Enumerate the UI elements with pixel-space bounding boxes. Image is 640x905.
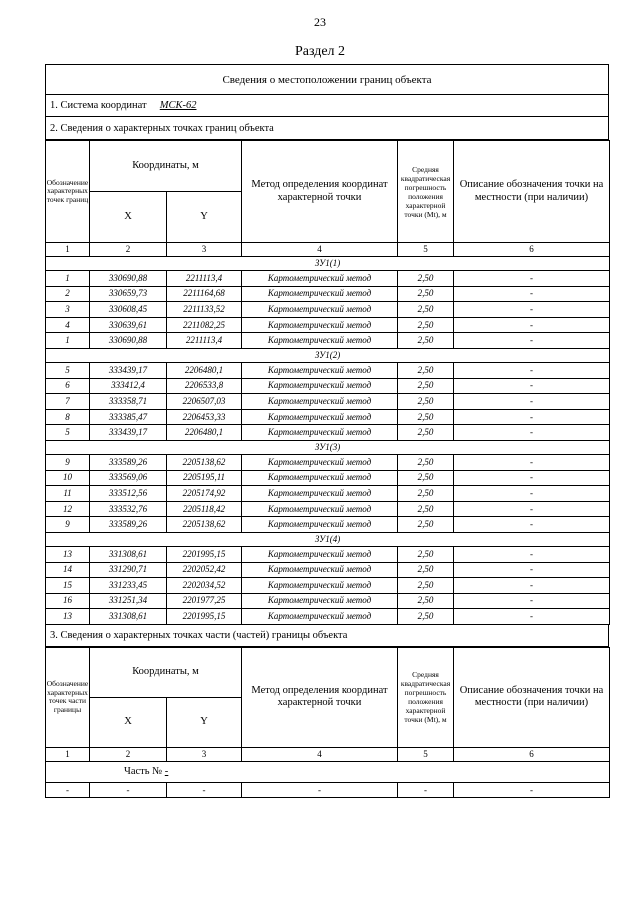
group-row [46, 440, 610, 454]
table-cell: 9 [46, 517, 90, 533]
table-cell: 333569,06 [90, 470, 167, 486]
parts-header-error: Средняя квадратическая погрешность положения характерной точки (Mt), м [398, 647, 454, 747]
table-row [46, 333, 610, 349]
col-num: 5 [398, 747, 454, 761]
table-cell: 333439,17 [90, 362, 167, 378]
table-cell: 330690,88 [90, 271, 167, 287]
table-cell: - [454, 333, 610, 349]
table-cell: 330639,61 [90, 317, 167, 333]
parts-column-numbers-row [46, 747, 610, 761]
table-cell: 11 [46, 486, 90, 502]
table-row [46, 546, 610, 562]
table-cell: - [454, 302, 610, 318]
table-cell: 13 [46, 546, 90, 562]
coord-system-label: 1. Система координат [50, 100, 147, 111]
col-num: 2 [90, 747, 167, 761]
col-num: 3 [167, 243, 242, 257]
table-cell: 2,50 [398, 609, 454, 625]
table-cell: - [454, 609, 610, 625]
table-cell: - [454, 517, 610, 533]
table-cell: 333412,4 [90, 378, 167, 394]
table-cell: Картометрический метод [242, 517, 398, 533]
table-cell: - [454, 578, 610, 594]
table-cell: 2211113,4 [167, 333, 242, 349]
table-cell: 2 [46, 286, 90, 302]
header-error: Средняя квадратическая погрешность положения характерной точки (Mt), м [398, 141, 454, 243]
table-row [46, 409, 610, 425]
table-cell: 1 [46, 333, 90, 349]
table-cell: - [454, 454, 610, 470]
table-cell: 331233,45 [90, 578, 167, 594]
table-cell: 2,50 [398, 425, 454, 441]
header-coords: Координаты, м [90, 141, 242, 192]
table-cell: 333358,71 [90, 394, 167, 410]
document-frame [45, 64, 609, 798]
table-cell: 2,50 [398, 333, 454, 349]
col-num: 6 [454, 243, 610, 257]
table-row [46, 362, 610, 378]
table-row [46, 562, 610, 578]
parts-empty-row [46, 782, 610, 798]
table-cell: 2,50 [398, 593, 454, 609]
group-row [46, 257, 610, 271]
table-cell: - [167, 782, 242, 798]
table-row [46, 470, 610, 486]
header-y: Y [167, 192, 242, 243]
parts-header-desc: Описание обозначения точки на местности (при наличии) [454, 647, 610, 747]
table-cell: 1 [46, 271, 90, 287]
table-cell: - [46, 782, 90, 798]
table-cell: 2206453,33 [167, 409, 242, 425]
table-row [46, 454, 610, 470]
table-row [46, 517, 610, 533]
table-row [46, 317, 610, 333]
col-num: 4 [242, 747, 398, 761]
parts-table [45, 647, 610, 799]
table-row [46, 501, 610, 517]
table-cell: - [454, 470, 610, 486]
group-row [46, 348, 610, 362]
table-cell: 2206480,1 [167, 425, 242, 441]
table-row [46, 271, 610, 287]
table-cell: Картометрический метод [242, 609, 398, 625]
table-cell: 2202052,42 [167, 562, 242, 578]
table-cell: 2205138,62 [167, 517, 242, 533]
col-num: 5 [398, 243, 454, 257]
table-cell: 2206533,8 [167, 378, 242, 394]
parts-header-method: Метод определения координат характерной точки [242, 647, 398, 747]
section-title: Раздел 2 [294, 44, 346, 59]
table-cell: 2211113,4 [167, 271, 242, 287]
table-cell: 5 [46, 362, 90, 378]
table-cell: - [454, 286, 610, 302]
table-cell: 333589,26 [90, 517, 167, 533]
group-label: ЗУ1(2) [46, 348, 610, 362]
table-cell: 2211082,25 [167, 317, 242, 333]
table-cell: 14 [46, 562, 90, 578]
parts-header-y: Y [167, 697, 242, 747]
group-label: ЗУ1(4) [46, 532, 610, 546]
table-cell: 333385,47 [90, 409, 167, 425]
table-cell: 6 [46, 378, 90, 394]
table-row [46, 394, 610, 410]
table-row [46, 286, 610, 302]
table-cell: - [454, 425, 610, 441]
group-label: ЗУ1(1) [46, 257, 610, 271]
coord-system-value: МСК-62 [159, 100, 197, 111]
part-label-cell [46, 761, 610, 782]
header-desc: Описание обозначения точки на местности (при наличии) [454, 141, 610, 243]
table-cell: 5 [46, 425, 90, 441]
col-num: 1 [46, 243, 90, 257]
table-cell: 10 [46, 470, 90, 486]
table-cell: Картометрический метод [242, 317, 398, 333]
part-value: - [164, 765, 169, 777]
table-cell: 16 [46, 593, 90, 609]
table-cell: 2,50 [398, 394, 454, 410]
table-cell: - [454, 501, 610, 517]
table-cell: 2202034,52 [167, 578, 242, 594]
points-table [45, 140, 610, 625]
col-num: 1 [46, 747, 90, 761]
table-row [46, 486, 610, 502]
table-cell: 13 [46, 609, 90, 625]
table-cell: 12 [46, 501, 90, 517]
table-cell: 331308,61 [90, 609, 167, 625]
table-cell: Картометрический метод [242, 378, 398, 394]
table-cell: 7 [46, 394, 90, 410]
header-point-id: Обозначение характерных точек границ [46, 141, 90, 243]
part-label: Часть № [124, 765, 163, 777]
table-cell: 4 [46, 317, 90, 333]
object-heading: Сведения о местоположении границ объекта [45, 64, 609, 95]
table-cell: Картометрический метод [242, 578, 398, 594]
table-row [46, 425, 610, 441]
table-cell: Картометрический метод [242, 546, 398, 562]
table-cell: 331290,71 [90, 562, 167, 578]
table-cell: 2205138,62 [167, 454, 242, 470]
table-cell: 2205174,92 [167, 486, 242, 502]
table-cell: 2,50 [398, 362, 454, 378]
table-cell: 2,50 [398, 286, 454, 302]
table-cell: 331251,34 [90, 593, 167, 609]
table-cell: Картометрический метод [242, 562, 398, 578]
table-cell: Картометрический метод [242, 409, 398, 425]
table-cell: 330608,45 [90, 302, 167, 318]
table-cell: 333589,26 [90, 454, 167, 470]
table-cell: 2,50 [398, 302, 454, 318]
table-cell: 2211164,68 [167, 286, 242, 302]
table-cell: 2,50 [398, 409, 454, 425]
header-x: X [90, 192, 167, 243]
table-cell: - [454, 782, 610, 798]
table-cell: 2201995,15 [167, 546, 242, 562]
parts-title: 3. Сведения о характерных точках части (частей) границы объекта [45, 625, 609, 647]
table-cell: 331308,61 [90, 546, 167, 562]
table-cell: - [454, 378, 610, 394]
table-cell: Картометрический метод [242, 333, 398, 349]
table-cell: - [454, 409, 610, 425]
table-cell: - [398, 782, 454, 798]
table-cell: Картометрический метод [242, 454, 398, 470]
table-cell: 9 [46, 454, 90, 470]
table-row [46, 378, 610, 394]
table-cell: 2,50 [398, 378, 454, 394]
table-cell: 2,50 [398, 546, 454, 562]
table-cell: 15 [46, 578, 90, 594]
table-cell: 2205195,11 [167, 470, 242, 486]
table-cell: Картометрический метод [242, 286, 398, 302]
group-row [46, 532, 610, 546]
part-label-row [46, 761, 610, 782]
table-row [46, 302, 610, 318]
table-cell: Картометрический метод [242, 425, 398, 441]
table-cell: - [454, 546, 610, 562]
table-cell: 2,50 [398, 454, 454, 470]
table-cell: Картометрический метод [242, 593, 398, 609]
table-cell: Картометрический метод [242, 271, 398, 287]
table-cell: - [90, 782, 167, 798]
table-cell: - [454, 593, 610, 609]
col-num: 6 [454, 747, 610, 761]
table-cell: 330659,73 [90, 286, 167, 302]
table-cell: Картометрический метод [242, 486, 398, 502]
table-cell: 2,50 [398, 486, 454, 502]
table-cell: 3 [46, 302, 90, 318]
col-num: 3 [167, 747, 242, 761]
table-cell: 2211133,52 [167, 302, 242, 318]
table-cell: 2,50 [398, 470, 454, 486]
table-cell: Картометрический метод [242, 394, 398, 410]
table-cell: 2206480,1 [167, 362, 242, 378]
header-method: Метод определения координат характерной точки [242, 141, 398, 243]
page-number: 23 [314, 15, 326, 29]
table-cell: Картометрический метод [242, 501, 398, 517]
table-row [46, 593, 610, 609]
group-label: ЗУ1(3) [46, 440, 610, 454]
table-cell: 333439,17 [90, 425, 167, 441]
coord-system-line [45, 95, 609, 117]
table-cell: 2201977,25 [167, 593, 242, 609]
table-cell: - [454, 562, 610, 578]
table-cell: - [454, 394, 610, 410]
table-cell: Картометрический метод [242, 302, 398, 318]
table-cell: 2,50 [398, 317, 454, 333]
table-cell: - [454, 362, 610, 378]
points-title: 2. Сведения о характерных точках границ объекта [45, 117, 609, 140]
table-row [46, 609, 610, 625]
table-cell: 2,50 [398, 501, 454, 517]
parts-header-x: X [90, 697, 167, 747]
table-cell: 2,50 [398, 578, 454, 594]
col-num: 2 [90, 243, 167, 257]
table-cell: - [454, 317, 610, 333]
table-cell: 2201995,15 [167, 609, 242, 625]
table-cell: - [454, 486, 610, 502]
column-numbers-row [46, 243, 610, 257]
table-cell: 2,50 [398, 271, 454, 287]
table-cell: 333512,56 [90, 486, 167, 502]
table-cell: 8 [46, 409, 90, 425]
parts-header-coords: Координаты, м [90, 647, 242, 697]
col-num: 4 [242, 243, 398, 257]
table-cell: Картометрический метод [242, 362, 398, 378]
table-cell: 2,50 [398, 562, 454, 578]
table-cell: Картометрический метод [242, 470, 398, 486]
table-cell: 2,50 [398, 517, 454, 533]
table-cell: 2205118,42 [167, 501, 242, 517]
table-row [46, 578, 610, 594]
table-cell: 333532,76 [90, 501, 167, 517]
table-cell: - [242, 782, 398, 798]
parts-header-point-id: Обозначение характерных точек части границы [46, 647, 90, 747]
table-cell: 330690,88 [90, 333, 167, 349]
table-cell: 2206507,03 [167, 394, 242, 410]
table-cell: - [454, 271, 610, 287]
